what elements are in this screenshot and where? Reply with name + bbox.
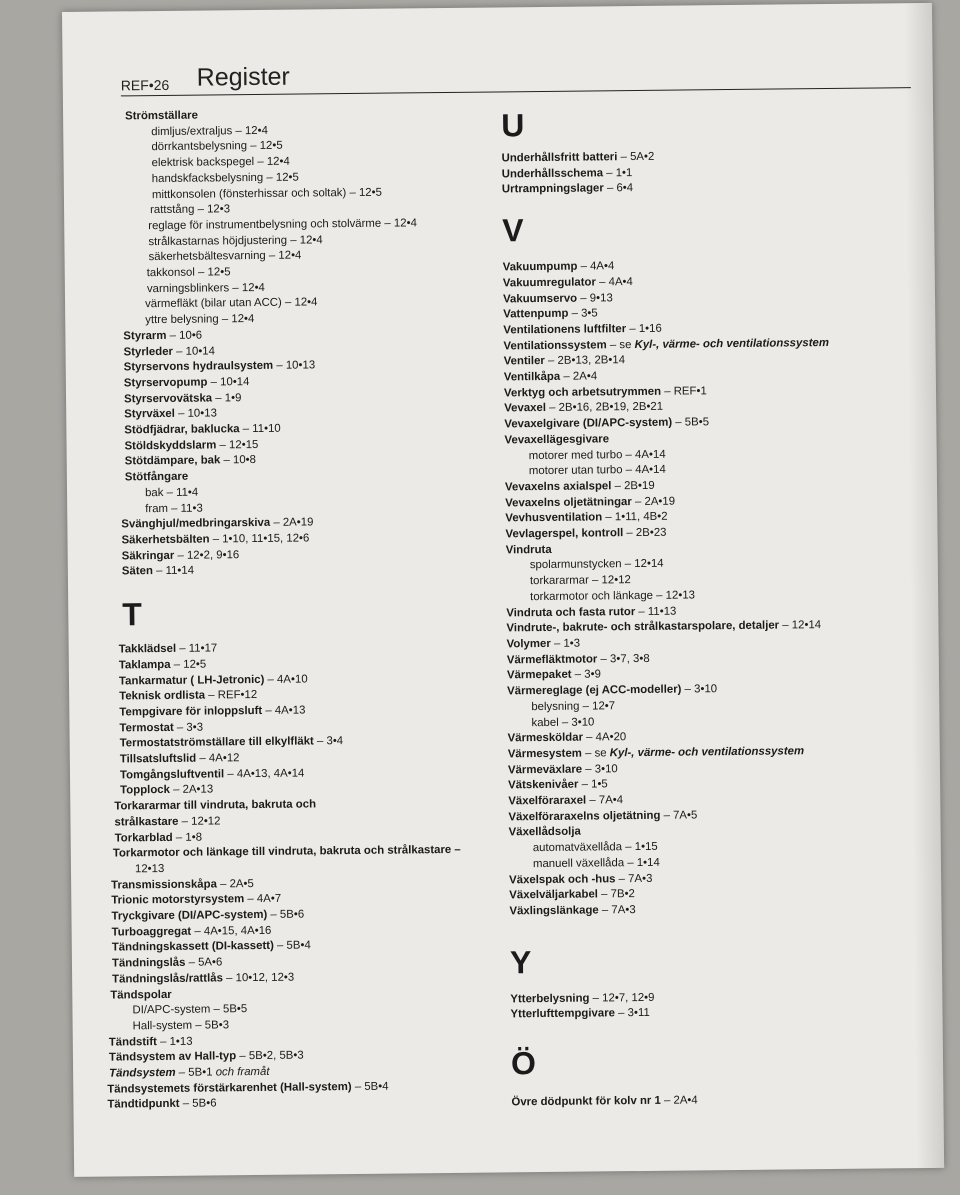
entry-ref: – 10•14 [172,344,216,358]
entry-ref: – 3•4 [313,735,344,748]
entry-ref: – 5B•4 [273,939,311,953]
entry-ref: – 5B•4 [351,1080,389,1093]
entry-ref: – 2B•16, 2B•19, 2B•21 [545,401,664,415]
entry-ref: – 11•10 [239,422,281,436]
entry-ref: – 2B•13, 2B•14 [544,354,626,368]
index-entry [502,179,892,199]
entry-ref: – 4A•13 [262,704,306,717]
sub-entry: värmefläkt (bilar utan ACC) – 12•4 [145,296,318,311]
entry-name: Stötdämpare, bak [124,454,221,468]
sub-entry: spolarmunstycken – 12•14 [529,558,664,572]
entries-t1 [118,638,545,799]
index-entry [510,1004,900,1024]
index-entry: Torkarblad – 1•8 [114,831,203,845]
entry-name: Stödfjädrar, baklucka [124,423,240,437]
entry-ref: – 4A•13, 4A•14 [224,767,305,781]
index-entry: Vindruta [505,543,552,557]
entry-name: Vakuumservo [502,292,578,305]
entry-ref: – 10•14 [207,376,250,389]
entries-s1 [119,325,540,471]
entry-ref: – 2A•13 [169,783,214,797]
entry-name: Säten [121,565,153,578]
entry-ref: – 7A•4 [586,794,624,807]
section-letter-v: V [502,212,524,249]
entry-name: Transmissionskåpa [111,878,217,892]
entry-name: Vindruta och fasta rutor [506,605,636,619]
entry-ref: – 12•2, 9•16 [174,548,240,562]
entry-name: Underhållsfritt batteri [501,151,618,165]
entries-t2 [111,874,546,988]
entry-ref: – 2A•5 [216,877,254,891]
entry-ref: – 5B•6 [267,908,305,921]
entry-name: Vattenpump [503,307,569,321]
entry-name: Tryckgivare (DI/APC-system) [111,908,268,923]
sub-entry: manuell växellåda – 1•14 [532,856,660,870]
index-entry: Värmesystem – se Kyl-, värme- och ventilationssystem [507,745,805,761]
sub-entry: motorer utan turbo – 4A•14 [528,463,666,478]
entry-name: Tändsystem av Hall-typ [108,1050,237,1064]
entry-ref: – 12•14 [779,619,822,632]
entry-name: Vevaxelgivare (DI/APC-system) [504,416,673,431]
entries-v1 [503,256,894,339]
entry-ref: – 3•11 [614,1007,650,1020]
entry-ref: – 1•3 [550,637,581,650]
entry-name: Tändtidpunkt [107,1098,180,1112]
entry-name: Vätskenivåer [508,778,579,792]
entry-ref: – 4A•4 [577,260,615,273]
entries-v2 [504,351,895,434]
index-entry: Ventilationssystem – se Kyl-, värme- och ventilationssystem [503,336,829,353]
sub-entry: fram – 11•3 [145,502,203,515]
entry-ref: – 2A•4 [560,370,598,383]
entries-v4 [506,602,897,700]
index-entry: Torkarmotor och länkage till vindruta, bakruta och strålkastare – [112,844,461,860]
section-letter-y: Y [509,943,532,981]
entry-ref: – 11•14 [152,565,195,578]
entry-ref: – 5B•5 [672,416,710,429]
page-title: Register [196,62,290,92]
section-letter-t: T [122,596,143,633]
entries-o [511,1091,901,1111]
entry-name: Vindrute-, bakrute- och strålkastarspolare, detaljer [506,619,780,635]
sub-entry: Hall-system – 5B•3 [132,1019,230,1033]
page-number: REF•26 [120,76,170,94]
entry-ref: – 10•13 [273,359,316,373]
entry-ref: – 7A•5 [660,809,698,822]
sub-entry: strålkastarnas höjdjustering – 12•4 [148,233,323,248]
entry-ref: – 12•15 [216,438,259,452]
entry-name: Volymer [506,637,551,651]
entry-name: Vevaxel [504,402,547,415]
sub-entry: takkonsol – 12•5 [146,266,231,280]
entry-ref: – 10•12, 12•3 [222,971,295,985]
entry-ref: – 7B•2 [597,888,635,901]
sub-entries-vaxelladsolja [509,837,899,872]
entry-ref: – 3•10 [681,683,718,696]
entry-name: Ytterbelysning [510,992,590,1005]
entry-name: Vakuumregulator [502,276,596,290]
entry-ref: – 4A•10 [264,672,308,686]
sub-entry: torkarmotor och länkage – 12•13 [530,589,696,604]
sub-entry: mittkonsolen (fönsterhissar och soltak) – 12•5 [151,186,382,201]
sub-entry: motorer med turbo – 4A•14 [528,448,666,462]
entry-ref: – 3•10 [582,762,618,776]
index-entry [122,560,542,580]
sub-entry: bak – 11•4 [144,486,199,500]
entry-ref: – 10•8 [220,454,257,467]
entry-name: Trionic motorstyrsystem [111,893,245,907]
entry-ref: – 3•5 [568,307,598,320]
entry-name: Teknisk ordlista [119,689,206,703]
entry-name: Växlingslänkage [509,904,599,918]
entry-name: Vevaxelns axialspel [504,480,612,494]
sub-entry: kabel – 3•10 [531,715,595,729]
sub-entry: torkararmar – 12•12 [529,574,631,588]
entry-name: Växelföraraxel [508,794,587,808]
entry-name: Topplock [120,784,171,797]
entries-t4 [107,1078,547,1114]
entries-v3 [505,476,896,543]
entry-ref: – 9•13 [577,291,613,305]
entry-name: Styrväxel [124,408,175,421]
entry-name: Tändningslås/rattlås [112,972,223,986]
entry-ref: – 4A•15, 4A•16 [191,924,272,938]
entry-ref: – 12•5 [170,658,207,671]
entry-name: Styrarm [123,329,167,343]
entry-name: Underhållsschema [501,167,604,181]
entry-ref: – 2A•19 [270,516,314,530]
entry-ref: – 6•4 [603,182,634,195]
entry-name: Svänghjul/medbringarskiva [121,517,271,531]
entry-name: Vevhusventilation [505,511,603,525]
entry-ref: – 1•13 [156,1035,193,1048]
entry-ref: – 11•13 [635,605,677,618]
entry-ref: – 2A•4 [660,1094,698,1107]
entry-name: Vakuumpump [502,260,578,274]
entry-ref: – 5B•6 [179,1097,217,1111]
entry-ref: – REF•1 [660,385,707,398]
entry-ref: – 4A•12 [196,752,240,765]
sub-entry: elektrisk backspegel – 12•4 [151,155,290,170]
entry-name: Verktyg och arbetsutrymmen [503,385,662,400]
entry-name: Växelspak och -hus [509,872,616,886]
entry-ref: – 10•13 [174,407,217,421]
entry-ref: – 2A•19 [631,495,676,508]
entry-name: Urtrampningslager [501,182,604,196]
entry-ref: – 1•10, 11•15, 12•6 [209,532,310,546]
entry-name: Värmeväxlare [507,763,583,776]
entry-ref: – 1•9 [212,391,242,405]
entry-name: Vevlagerspel, kontroll [505,527,624,541]
entries-s2 [121,513,542,580]
sub-entry: automatväxellåda – 1•15 [532,840,658,855]
index-entry: Torkararmar till vindruta, bakruta och [114,798,317,813]
section-letter-u: U [501,107,525,144]
page-shadow [904,3,944,1168]
entry-ref: – 7A•3 [615,872,653,885]
entry-ref: – 12•7, 12•9 [589,991,655,1005]
entry-name: Växelföraraxelns oljetätning [508,809,661,824]
entry-name: Taklampa [118,658,171,672]
index-entry: 12•13 [134,862,165,876]
entry-name: Värmepaket [506,669,572,682]
section-letter-o: Ö [510,1045,537,1082]
entry-ref: – 10•6 [166,329,203,342]
entry-name: Termostat [119,721,174,735]
entry-ref: – 2B•23 [623,526,667,540]
entry-ref: – 4A•7 [244,893,282,906]
entry-name: Termostatströmställare till elkylfläkt [119,735,314,750]
entry-name: Säkerhetsbälten [121,533,210,547]
sub-entry: säkerhetsbältesvarning – 12•4 [148,249,302,264]
entry-name: Stöldskyddslarm [124,439,217,453]
entry-name: Ventiler [503,355,545,368]
entry-ref: – 1•5 [578,778,608,791]
entry-ref: – 1•11, 4B•2 [602,511,668,524]
index-entry: Värmesköldar – 4A•20 [507,731,627,745]
sub-entries-vevaxellagesgivare [505,445,895,480]
entries-v5 [508,759,899,826]
index-entry: Tändsystem – 5B•1 och framåt [109,1065,270,1080]
entry-name: Ytterlufttempgivare [510,1007,616,1021]
entry-name: Ventilationens luftfilter [503,323,627,337]
entry-name: Takklädsel [118,642,177,656]
entry-name: Tillsatsluftslid [119,752,197,766]
entry-ref: – 5B•2, 5B•3 [236,1049,304,1063]
sub-entries-stotfangare [121,482,541,518]
entry-name: Värmefläktmotor [506,653,598,667]
index-entry: Stötfångare [124,470,189,484]
index-entry: Tändspolar [110,988,172,1002]
entry-ref: – 5A•2 [617,150,655,164]
entries-v6 [509,869,899,920]
sub-entries-varmereglage [507,696,897,731]
index-entry: Strömställare [125,109,198,123]
entry-ref: – 4A•4 [595,275,633,289]
sub-entry: varningsblinkers – 12•4 [146,281,265,295]
sub-entries-stromstallare [117,121,539,330]
entry-name: Vevaxelns oljetätningar [505,495,632,510]
entry-name: Ventilkåpa [503,370,561,384]
sub-entry: rattstång – 12•3 [150,203,231,217]
entry-ref: – 3•7, 3•8 [597,652,650,666]
entry-name: Styrservovätska [123,392,213,406]
left-column [107,105,547,1114]
entry-name: Tomgångsluftventil [119,768,225,782]
index-entry [511,1091,901,1111]
index-entry: Växellådsolja [508,826,581,839]
sub-entry: dimljus/extraljus – 12•4 [151,124,269,138]
entry-name: Säkringar [121,549,175,563]
entry-name: Övre dödpunkt för kolv nr 1 [511,1094,661,1109]
entry-name: Tändningslås [111,956,186,970]
entry-name: Turboaggregat [111,925,192,939]
entry-ref: – REF•12 [204,689,258,702]
entry-name: Tankarmatur ( LH-Jetronic) [118,673,265,687]
entry-name: Styrservopump [123,376,208,390]
entries-t3 [108,1031,547,1067]
sub-entry: handskfacksbelysning – 12•5 [151,171,299,185]
entry-name: Tändningskassett (DI-kassett) [111,940,274,954]
entry-name: Växelväljarkabel [509,888,599,902]
sub-entries-vindruta [506,555,896,606]
sub-entry: belysning – 12•7 [531,700,616,713]
page-header [120,43,910,96]
entry-ref: – 11•17 [176,642,218,655]
sub-entry: yttre belysning – 12•4 [145,313,255,327]
sub-entry: dörrkantsbelysning – 12•5 [151,140,283,154]
entry-ref: – 5A•6 [185,956,223,969]
entry-name: Tändstift [108,1035,157,1049]
entry-name: Styrleder [123,345,174,358]
entry-name: Tändsystemets förstärkarenhet (Hall-system) [107,1080,352,1096]
right-column [501,101,902,1111]
index-page [62,3,944,1177]
sub-entry: reglage för instrumentbelysning och stolvärme – 12•4 [148,217,417,233]
entries-u [501,147,891,198]
entry-name: Värmereglage (ej ACC-modeller) [507,683,682,698]
entry-ref: – 1•1 [602,166,633,180]
index-entry [107,1093,547,1113]
sub-entries-tandspolar [126,999,546,1035]
entry-ref: – 1•16 [626,322,662,336]
index-entry: Vevaxellägesgivare [504,433,610,447]
entry-ref: – 3•9 [571,668,601,682]
entry-ref: – 3•3 [173,721,204,734]
index-entry [509,900,899,920]
entry-ref: – 7A•3 [598,903,636,917]
entry-ref: – 2B•19 [611,479,655,493]
entries-y [510,988,900,1023]
index-entry: strålkastare – 12•12 [114,815,221,829]
entry-name: Styrservons hydraulsystem [123,360,274,374]
entry-name: Tempgivare för inloppsluft [119,704,263,719]
sub-entry: DI/APC-system – 5B•5 [132,1003,248,1017]
